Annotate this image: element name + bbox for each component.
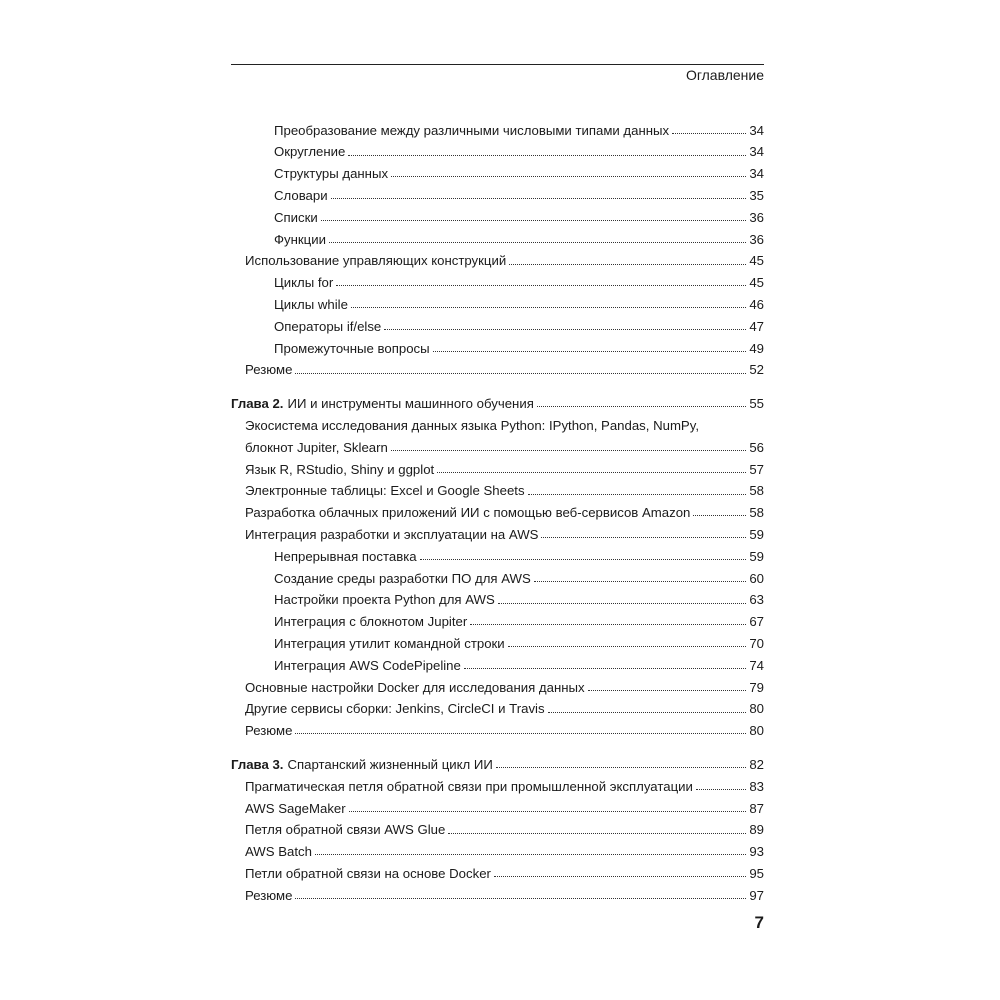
toc-entry bbox=[231, 311, 764, 333]
toc-entry bbox=[231, 716, 764, 738]
toc-entry-page: 60 bbox=[749, 570, 764, 586]
toc-leader-dots bbox=[548, 712, 747, 713]
toc-entry bbox=[231, 607, 764, 629]
toc-entry-page: 35 bbox=[749, 187, 764, 203]
toc-leader-dots bbox=[295, 373, 746, 374]
toc-entry-page: 89 bbox=[749, 822, 764, 838]
toc-leader-dots bbox=[351, 307, 746, 308]
toc-entry-title-wrap bbox=[245, 845, 312, 858]
toc-entry-title: Непрерывная поставка bbox=[274, 548, 417, 564]
toc-entry-title-wrap bbox=[245, 363, 292, 376]
toc-leader-dots bbox=[470, 624, 746, 625]
toc-entry-title-wrap bbox=[245, 702, 545, 715]
toc-entry-title: Функции bbox=[274, 231, 326, 247]
toc-entry-title-wrap bbox=[245, 780, 693, 793]
chapter-label: Глава 3. bbox=[231, 756, 284, 772]
toc-entry bbox=[231, 563, 764, 585]
toc-leader-dots bbox=[331, 198, 747, 199]
toc-entry-title-wrap bbox=[274, 145, 345, 158]
toc-entry bbox=[231, 289, 764, 311]
toc-entry-page: 93 bbox=[749, 844, 764, 860]
toc-entry-title-wrap bbox=[274, 167, 388, 180]
toc-entry-page: 46 bbox=[749, 296, 764, 312]
chapter-label: Глава 2. bbox=[231, 396, 284, 412]
toc-chapter-entry bbox=[231, 749, 764, 771]
toc-entry-title-wrap bbox=[245, 484, 525, 497]
toc-entry-title: Операторы if/else bbox=[274, 318, 382, 334]
toc-entry-title-wrap bbox=[245, 463, 434, 476]
toc-entry-page: 57 bbox=[749, 461, 764, 477]
toc-entry-page: 34 bbox=[749, 144, 764, 160]
toc-entry-title: Округление bbox=[274, 144, 346, 160]
toc-entry-title: AWS SageMaker bbox=[245, 800, 346, 816]
toc-entry-page: 56 bbox=[749, 439, 764, 455]
toc-entry-title: Интеграция утилит командной строки bbox=[274, 635, 505, 651]
toc-entry-page: 45 bbox=[749, 253, 764, 269]
toc-entry-page: 59 bbox=[749, 548, 764, 564]
toc-entry-page: 67 bbox=[749, 614, 764, 630]
toc-entry-title-wrap bbox=[274, 615, 467, 628]
toc-leader-dots bbox=[696, 789, 746, 790]
toc-entry-title-wrap bbox=[245, 681, 585, 694]
toc-entry-title-wrap bbox=[274, 593, 495, 606]
toc-entry bbox=[231, 410, 764, 454]
toc-entry-title-wrap bbox=[274, 550, 417, 563]
toc-entry-title-wrap bbox=[245, 506, 690, 519]
toc-entry-page: 83 bbox=[749, 778, 764, 794]
toc-entry bbox=[231, 355, 764, 377]
toc-entry-page: 52 bbox=[749, 362, 764, 378]
toc-entry-page: 34 bbox=[749, 122, 764, 138]
toc-entry bbox=[231, 694, 764, 716]
toc-entry-title-wrap bbox=[245, 802, 346, 815]
toc-entry-title: Электронные таблицы: Excel и Google Sheets bbox=[245, 483, 525, 499]
toc-entry-page: 87 bbox=[749, 800, 764, 816]
toc-entry bbox=[231, 672, 764, 694]
toc-entry-page: 58 bbox=[749, 505, 764, 521]
toc-entry-title: Петли обратной связи на основе Docker bbox=[245, 865, 491, 881]
toc-leader-dots bbox=[509, 264, 746, 265]
toc-leader-dots bbox=[420, 559, 747, 560]
toc-entry-title: Настройки проекта Python для AWS bbox=[274, 592, 495, 608]
toc-entry-title-wrap bbox=[274, 233, 326, 246]
toc-leader-dots bbox=[693, 515, 746, 516]
toc-entry-title-wrap bbox=[274, 659, 461, 672]
toc-entry-page: 59 bbox=[749, 526, 764, 542]
toc-entry-title-wrap bbox=[274, 298, 348, 311]
toc-leader-dots bbox=[329, 242, 746, 243]
toc-entry-title: Использование управляющих конструкций bbox=[245, 253, 507, 269]
toc-leader-dots bbox=[433, 351, 747, 352]
toc-entry-title: Циклы for bbox=[274, 275, 334, 291]
toc-entry-title-wrap bbox=[245, 867, 491, 880]
toc-entry-title: Резюме bbox=[245, 887, 293, 903]
toc-entry-title-wrap bbox=[245, 823, 445, 836]
toc-entry-title: ИИ и инструменты машинного обучения bbox=[287, 396, 534, 412]
toc-entry-title: Основные настройки Docker для исследования данных bbox=[245, 679, 585, 695]
toc-leader-dots bbox=[528, 494, 747, 495]
toc-entry-page: 36 bbox=[749, 231, 764, 247]
toc-leader-dots bbox=[391, 176, 746, 177]
toc-entry bbox=[231, 202, 764, 224]
toc-entry-page: 49 bbox=[749, 340, 764, 356]
toc-entry-title-wrap bbox=[231, 397, 534, 410]
toc-entry-title: Спартанский жизненный цикл ИИ bbox=[287, 756, 493, 772]
toc-entry-title: Преобразование между различными числовыми типами данных bbox=[274, 122, 670, 138]
toc-leader-dots bbox=[464, 668, 746, 669]
toc-leader-dots bbox=[391, 450, 746, 451]
toc-entry bbox=[231, 137, 764, 159]
toc-entry-page: 58 bbox=[749, 483, 764, 499]
toc-entry-page: 34 bbox=[749, 166, 764, 182]
toc-entry-page: 80 bbox=[749, 701, 764, 717]
toc-entry-title-wrap bbox=[274, 320, 381, 333]
toc-entry-page: 74 bbox=[749, 657, 764, 673]
toc-leader-dots bbox=[541, 537, 746, 538]
toc-entry-title-continued: блокнот Jupiter, Sklearn bbox=[245, 439, 388, 455]
toc-entry bbox=[231, 880, 764, 902]
page-number: 7 bbox=[754, 913, 764, 932]
toc-leader-dots bbox=[448, 833, 746, 834]
toc-leader-dots bbox=[349, 811, 747, 812]
toc-entry bbox=[231, 541, 764, 563]
toc-entry bbox=[231, 246, 764, 268]
header-rule bbox=[231, 64, 764, 65]
toc-entry-title: AWS Batch bbox=[245, 844, 312, 860]
toc-leader-dots bbox=[494, 876, 746, 877]
toc-entry-title: Списки bbox=[274, 209, 318, 225]
toc-entry-title-wrap bbox=[274, 572, 531, 585]
toc-entry-title-wrap bbox=[274, 211, 318, 224]
toc-entry-page: 47 bbox=[749, 318, 764, 334]
toc-entry-title-wrap bbox=[274, 637, 505, 650]
toc-entry-title-wrap bbox=[245, 254, 506, 267]
toc-entry bbox=[231, 476, 764, 498]
toc-entry bbox=[231, 333, 764, 355]
toc-entry-page: 82 bbox=[749, 756, 764, 772]
toc-leader-dots bbox=[498, 603, 747, 604]
toc-entry bbox=[231, 628, 764, 650]
toc-leader-dots bbox=[672, 133, 746, 134]
toc-leader-dots bbox=[384, 329, 746, 330]
toc-entry-title: Резюме bbox=[245, 723, 293, 739]
toc-entry bbox=[231, 585, 764, 607]
toc-entry-title-wrap bbox=[274, 189, 328, 202]
toc-entry bbox=[231, 268, 764, 290]
toc-entry-page: 79 bbox=[749, 679, 764, 695]
toc-leader-dots bbox=[295, 733, 746, 734]
toc-entry-page: 80 bbox=[749, 723, 764, 739]
toc-leader-dots bbox=[336, 285, 746, 286]
toc-leader-dots bbox=[295, 898, 746, 899]
toc-entry-title: Прагматическая петля обратной связи при промышленной эксплуатации bbox=[245, 778, 693, 794]
toc-entry-title-wrap bbox=[245, 528, 538, 541]
toc-entry-title: Структуры данных bbox=[274, 166, 389, 182]
toc-entry-page: 55 bbox=[749, 396, 764, 412]
toc-entry-title: Интеграция разработки и эксплуатации на AWS bbox=[245, 526, 539, 542]
toc-entry-title: Петля обратной связи AWS Glue bbox=[245, 822, 446, 838]
toc-entry bbox=[231, 159, 764, 181]
table-of-contents bbox=[231, 115, 764, 902]
toc-entry-page: 95 bbox=[749, 865, 764, 881]
toc-entry-page: 63 bbox=[749, 592, 764, 608]
toc-entry bbox=[231, 180, 764, 202]
toc-entry-title-wrap bbox=[274, 342, 430, 355]
toc-entry-title-wrap bbox=[231, 758, 493, 771]
toc-entry-title: Циклы while bbox=[274, 296, 348, 312]
toc-entry bbox=[231, 793, 764, 815]
toc-entry-title: Интеграция с блокнотом Jupiter bbox=[274, 614, 468, 630]
toc-entry-title: Интеграция AWS CodePipeline bbox=[274, 657, 461, 673]
toc-entry-title: Резюме bbox=[245, 362, 293, 378]
toc-entry bbox=[231, 498, 764, 520]
toc-entry bbox=[231, 837, 764, 859]
toc-entry-page: 36 bbox=[749, 209, 764, 225]
toc-leader-dots bbox=[321, 220, 747, 221]
toc-leader-dots bbox=[508, 646, 747, 647]
toc-entry-page: 97 bbox=[749, 887, 764, 903]
toc-leader-dots bbox=[534, 581, 747, 582]
toc-leader-dots bbox=[496, 767, 746, 768]
toc-entry bbox=[231, 650, 764, 672]
toc-entry-title: Язык R, RStudio, Shiny и ggplot bbox=[245, 461, 435, 477]
toc-entry bbox=[231, 815, 764, 837]
toc-entry-title: Создание среды разработки ПО для AWS bbox=[274, 570, 531, 586]
toc-entry-page: 70 bbox=[749, 635, 764, 651]
toc-entry bbox=[231, 454, 764, 476]
toc-entry-title: Другие сервисы сборки: Jenkins, CircleCI и Travis bbox=[245, 701, 545, 717]
toc-entry-title-wrap bbox=[274, 276, 333, 289]
toc-chapter-entry bbox=[231, 389, 764, 411]
toc-entry bbox=[231, 858, 764, 880]
toc-leader-dots bbox=[315, 854, 746, 855]
toc-entry-title: Разработка облачных приложений ИИ с помощью веб-сервисов Amazon bbox=[245, 505, 691, 521]
toc-entry bbox=[231, 224, 764, 246]
toc-entry bbox=[231, 519, 764, 541]
running-head: Оглавление bbox=[685, 67, 764, 83]
toc-leader-dots bbox=[537, 406, 746, 407]
toc-entry-title-wrap bbox=[245, 724, 292, 737]
toc-leader-dots bbox=[437, 472, 746, 473]
toc-entry-title-wrap bbox=[245, 889, 292, 902]
toc-entry-title: Словари bbox=[274, 187, 328, 203]
toc-entry-title: Промежуточные вопросы bbox=[274, 340, 430, 356]
toc-leader-dots bbox=[588, 690, 747, 691]
toc-entry bbox=[231, 771, 764, 793]
toc-leader-dots bbox=[348, 155, 746, 156]
toc-entry-title-wrap bbox=[274, 124, 669, 137]
toc-entry bbox=[231, 115, 764, 137]
toc-entry-title: Экосистема исследования данных языка Python: IPython, Pandas, NumPy, bbox=[245, 417, 700, 433]
toc-entry-page: 45 bbox=[749, 275, 764, 291]
